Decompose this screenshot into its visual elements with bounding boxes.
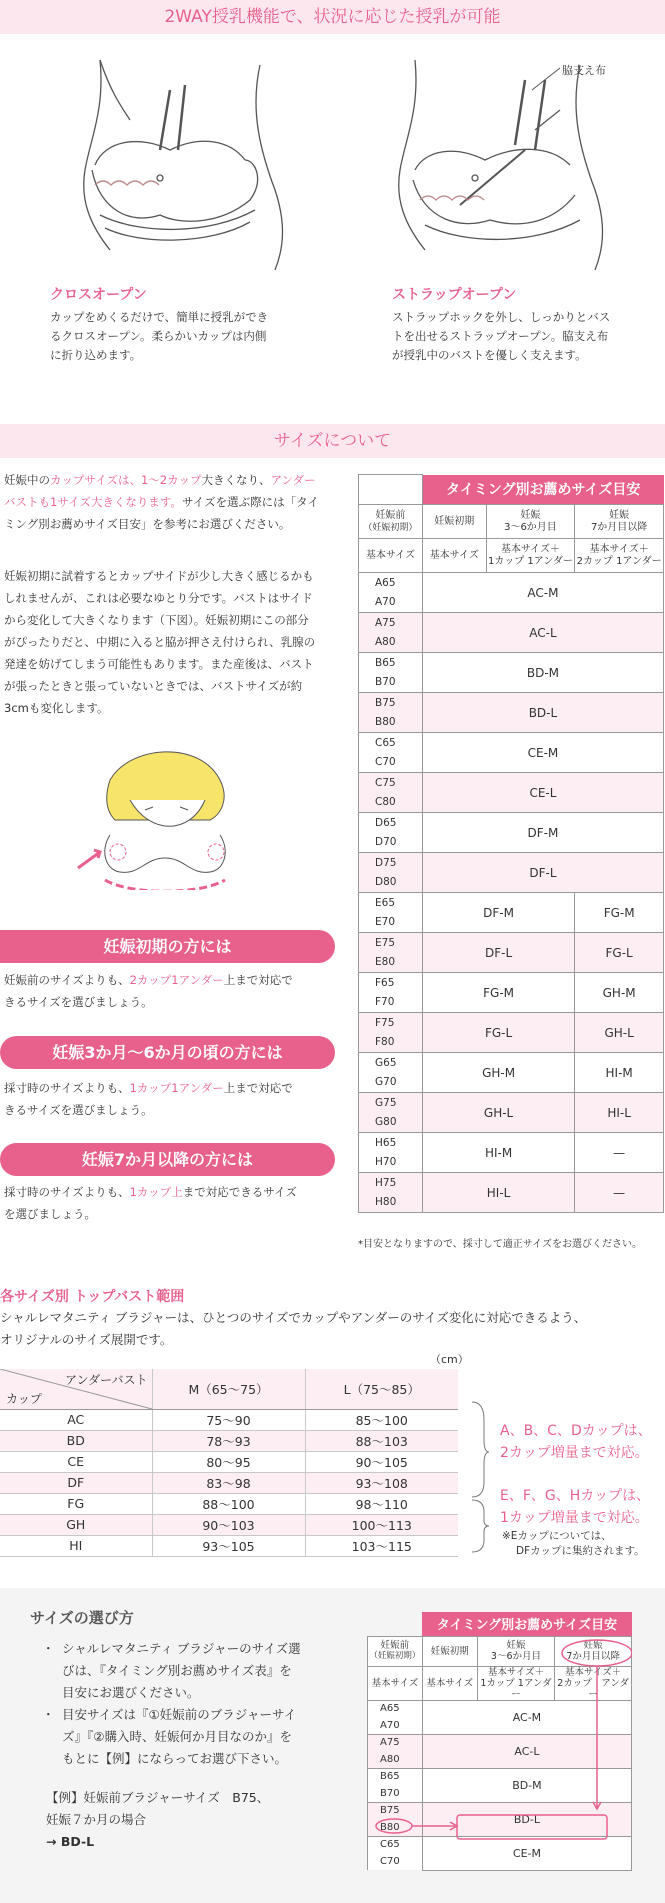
size-cell: H70 [359, 1153, 423, 1173]
size-cell: F75 [359, 1013, 423, 1033]
col-3-6-months: 妊娠 3～6か月目 [486, 505, 575, 539]
early-pregnancy-banner: 妊娠初期の方には [0, 930, 335, 963]
example-size-cell: B65 [368, 1768, 423, 1785]
range-row [0, 1409, 458, 1430]
recommend-cell: FG-L [422, 1013, 574, 1053]
range-cell: 88～100 [152, 1493, 305, 1514]
timing-table-note: *目安となりますので、採寸して適正サイズをお選びください。 [358, 1239, 642, 1250]
recommend-cell-late: GH-L [575, 1013, 664, 1053]
example-size-cell: C65 [368, 1836, 423, 1853]
example-recommend-cell: BD-M [422, 1768, 631, 1802]
example-recommend-cell: AC-L [422, 1734, 631, 1768]
strap-open-illustration [385, 50, 625, 275]
recommend-cell-late: GH-M [575, 973, 664, 1013]
range-cell: 93～108 [305, 1472, 458, 1493]
early-pregnancy-text: 妊娠前のサイズよりも、2カップ1アンダー上まで対応で きるサイズを選びましょう。 [4, 973, 293, 1009]
range-cell: 90～103 [152, 1514, 305, 1535]
size-cell: B70 [359, 673, 423, 693]
size-header: サイズについて [0, 424, 665, 458]
size-cell: C65 [359, 733, 423, 753]
strap-open-caption [392, 284, 652, 365]
recommend-cell-late: FG-L [575, 933, 664, 973]
recommend-cell-late: HI-M [575, 1053, 664, 1093]
late-pregnancy-banner: 妊娠7か月以降の方には [0, 1143, 335, 1176]
base-size-plus-2: 基本サイズ＋ 2カップ 1アンダー [575, 539, 664, 573]
range-cell: 88～103 [305, 1430, 458, 1451]
size-cell: F80 [359, 1033, 423, 1053]
range-corner-header: アンダーバスト カップ [0, 1369, 152, 1409]
recommend-cell: BD-M [422, 653, 663, 693]
timing-row [359, 733, 664, 753]
recommend-cell: AC-M [422, 573, 663, 613]
size-cell: B80 [359, 713, 423, 733]
base-size-2: 基本サイズ [422, 539, 486, 573]
late-pregnancy-text: 採寸時のサイズよりも、1カップ上まで対応できるサイズ を選びましょう。 [4, 1185, 297, 1221]
timing-row [359, 573, 664, 593]
timing-table-title: タイミング別お薦めサイズ目安 [422, 475, 663, 505]
support-leader-line [530, 62, 565, 92]
example-size-cell: B80 [368, 1819, 423, 1836]
nursing-header: 2WAY授乳機能で、状況に応じた授乳が可能 [0, 0, 665, 34]
recommend-cell: HI-M [422, 1133, 574, 1173]
range-cell: 75～90 [152, 1409, 305, 1430]
size-cell: G80 [359, 1113, 423, 1133]
example-recommend-cell: CE-M [422, 1836, 631, 1870]
size-cell: D75 [359, 853, 423, 873]
range-row [0, 1493, 458, 1514]
range-cell: 78～93 [152, 1430, 305, 1451]
recommend-cell: HI-L [422, 1173, 574, 1213]
cup-cell: AC [0, 1409, 152, 1430]
size-cell: B65 [359, 653, 423, 673]
range-cell: 93～105 [152, 1535, 305, 1556]
choose-bullets: ・ シャルレマタニティ ブラジャーのサイズ選 びは、『タイミング別お薦めサイズ表』を 目安にお選びください。 ・ 目安サイズは『①妊娠前のブラジャーサイ ズ』『②購入時、妊娠何か月目なのか』を もとに【例】にならってお選び下さい。 [42, 1641, 301, 1766]
mid-pregnancy-banner: 妊娠3か月～6か月の頃の方には [0, 1036, 335, 1069]
size-cell: E80 [359, 953, 423, 973]
abcd-cup-note: A、B、C、Dカップは、 2カップ増量まで対応。 [500, 1423, 652, 1461]
size-cell: E70 [359, 913, 423, 933]
size-cell: C75 [359, 773, 423, 793]
example-highlight-overlay [367, 1612, 632, 1902]
example-recommend-cell: AC-M [422, 1700, 631, 1734]
recommend-cell-late: HI-L [575, 1093, 664, 1133]
col-7-months: 妊娠 7か月目以降 [575, 505, 664, 539]
choose-title: サイズの選び方 [30, 1609, 134, 1627]
cup-cell: HI [0, 1535, 152, 1556]
recommend-cell-late: — [575, 1173, 664, 1213]
range-description: シャルレマタニティ ブラジャーは、ひとつのサイズでカップやアンダーのサイズ変化に対応できるよう、 オリジナルのサイズ展開です。 [0, 1310, 587, 1347]
range-cell: 90～105 [305, 1451, 458, 1472]
size-cell: D80 [359, 873, 423, 893]
size-cell: G65 [359, 1053, 423, 1073]
example-size-cell: A65 [368, 1700, 423, 1717]
timing-size-table [358, 474, 664, 1213]
size-cell: A75 [359, 613, 423, 633]
recommend-cell-late: FG-M [575, 893, 664, 933]
example-size-cell: C70 [368, 1853, 423, 1870]
example-recommend-cell: BD-L [422, 1802, 631, 1836]
timing-row [359, 853, 664, 873]
recommend-cell: CE-L [422, 773, 663, 813]
base-size-plus-1: 基本サイズ＋ 1カップ 1アンダー [486, 539, 575, 573]
recommend-cell: CE-M [422, 733, 663, 773]
cup-cell: CE [0, 1451, 152, 1472]
recommend-cell: GH-M [422, 1053, 574, 1093]
example-size-cell: B70 [368, 1785, 423, 1802]
base-size-1: 基本サイズ [359, 539, 423, 573]
cross-open-title: クロスオープン [50, 287, 147, 303]
range-row [0, 1514, 458, 1535]
range-cell: 100～113 [305, 1514, 458, 1535]
timing-row [359, 1173, 664, 1193]
timing-row [359, 813, 664, 833]
range-cell: 98～110 [305, 1493, 458, 1514]
strap-open-text: ストラップホックを外し、しっかりとバス トを出せるストラップオープン。脇支え布 が授乳中のバストを優しく支えます。 [392, 310, 611, 362]
timing-row [359, 653, 664, 673]
size-cell: C70 [359, 753, 423, 773]
recommend-cell: DF-L [422, 933, 574, 973]
size-cell: H65 [359, 1133, 423, 1153]
size-cell: F70 [359, 993, 423, 1013]
size-explanation: 妊娠初期に試着するとカップサイドが少し大きく感じるかも しれませんが、これは必要なゆとり分です。バストはサイド から変化して大きくなります（下図）。妊娠初期にこの部分 がぴったりだと、中期に入ると脇が押さえ付けられ、乳腺の 発達を妨げてしまう可能性もあります。また産後は、バスト が張ったときと張っていないときでは、バストサイズが約 3cmも変化します。 [4, 569, 316, 715]
size-cell: F65 [359, 973, 423, 993]
timing-row [359, 613, 664, 633]
size-cell: D65 [359, 813, 423, 833]
recommend-cell: BD-L [422, 693, 663, 733]
cup-cell: GH [0, 1514, 152, 1535]
size-cell: H80 [359, 1193, 423, 1213]
timing-row [359, 893, 664, 913]
recommend-cell: FG-M [422, 973, 574, 1013]
timing-row [359, 1053, 664, 1073]
range-braces [470, 1400, 490, 1555]
cross-open-illustration [60, 50, 290, 275]
range-row [0, 1472, 458, 1493]
range-row [0, 1535, 458, 1556]
timing-row [359, 933, 664, 953]
range-row [0, 1451, 458, 1472]
efgh-cup-note: E、F、G、Hカップは、 1カップ増量まで対応。 [500, 1488, 651, 1526]
top-bust-range-table [0, 1369, 458, 1557]
recommend-cell: AC-L [422, 613, 663, 653]
e-cup-note: ※Eカップについては、 DFカップに集約されます。 [502, 1530, 645, 1557]
size-cell: A65 [359, 573, 423, 593]
example-timing-table: タイミング別お薦めサイズ目安 妊娠前 （妊娠初期） 妊娠初期 妊娠 3～6か月目 妊娠 7か月目以降 基本サイズ 基本サイズ 基本サイズ＋ 1カップ 1アンダー 基本サイズ＋ 2カップ アンダー A65 AC-M A70 A75 AC-L A80 B65 BD-M B70 B75 BD-L B80 C65 CE-M C70 [367, 1612, 632, 1871]
recommend-cell-late: — [575, 1133, 664, 1173]
bust-change-illustration [70, 740, 250, 890]
size-cell: G75 [359, 1093, 423, 1113]
timing-row [359, 1133, 664, 1153]
unit-label: （cm） [430, 1353, 469, 1366]
col-early: 妊娠初期 [422, 505, 486, 539]
size-cell: E75 [359, 933, 423, 953]
size-cell: E65 [359, 893, 423, 913]
recommend-cell: DF-L [422, 853, 663, 893]
strap-open-title: ストラップオープン [392, 287, 517, 303]
recommend-cell: DF-M [422, 813, 663, 853]
range-cell: 103～115 [305, 1535, 458, 1556]
range-header-m: M（65～75） [152, 1369, 305, 1409]
size-cell: A70 [359, 593, 423, 613]
timing-row [359, 693, 664, 713]
example-size-cell: B75 [368, 1802, 423, 1819]
size-cell: H75 [359, 1173, 423, 1193]
recommend-cell: DF-M [422, 893, 574, 933]
cross-open-caption [50, 284, 300, 365]
range-cell: 83～98 [152, 1472, 305, 1493]
choose-example: 【例】妊娠前ブラジャーサイズ B75、 妊娠７か月の場合 → BD-L [46, 1790, 270, 1849]
timing-row [359, 973, 664, 993]
cup-cell: BD [0, 1430, 152, 1451]
size-intro: 妊娠中のカップサイズは、1～2カップ大きくなり、アンダー バストも1サイズ大きくなります。サイズを選ぶ際には「タイ ミング別お薦めサイズ目安」を参考にお選びください。 [4, 473, 319, 531]
size-cell: G70 [359, 1073, 423, 1093]
cup-cell: DF [0, 1472, 152, 1493]
support-cloth-label: 脇支え布 [562, 64, 606, 77]
mid-pregnancy-text: 採寸時のサイズよりも、1カップ1アンダー上まで対応で きるサイズを選びましょう。 [4, 1081, 293, 1117]
size-cell: C80 [359, 793, 423, 813]
range-row [0, 1430, 458, 1451]
range-cell: 80～95 [152, 1451, 305, 1472]
example-size-cell: A80 [368, 1751, 423, 1768]
cup-cell: FG [0, 1493, 152, 1514]
col-pre-pregnancy: 妊娠前 （妊娠初期） [359, 505, 423, 539]
example-size-cell: A70 [368, 1717, 423, 1734]
range-title: 各サイズ別 トップバスト範囲 [0, 1289, 185, 1305]
cross-open-text: カップをめくるだけで、簡単に授乳ができ るクロスオープン。柔らかいカップは内側 に折り込めます。 [50, 310, 269, 362]
timing-row [359, 773, 664, 793]
range-cell: 85～100 [305, 1409, 458, 1430]
size-cell: D70 [359, 833, 423, 853]
timing-row [359, 1013, 664, 1033]
size-cell: A80 [359, 633, 423, 653]
example-size-cell: A75 [368, 1734, 423, 1751]
recommend-cell: GH-L [422, 1093, 574, 1133]
range-header-l: L（75～85） [305, 1369, 458, 1409]
size-cell: B75 [359, 693, 423, 713]
timing-row [359, 1093, 664, 1113]
